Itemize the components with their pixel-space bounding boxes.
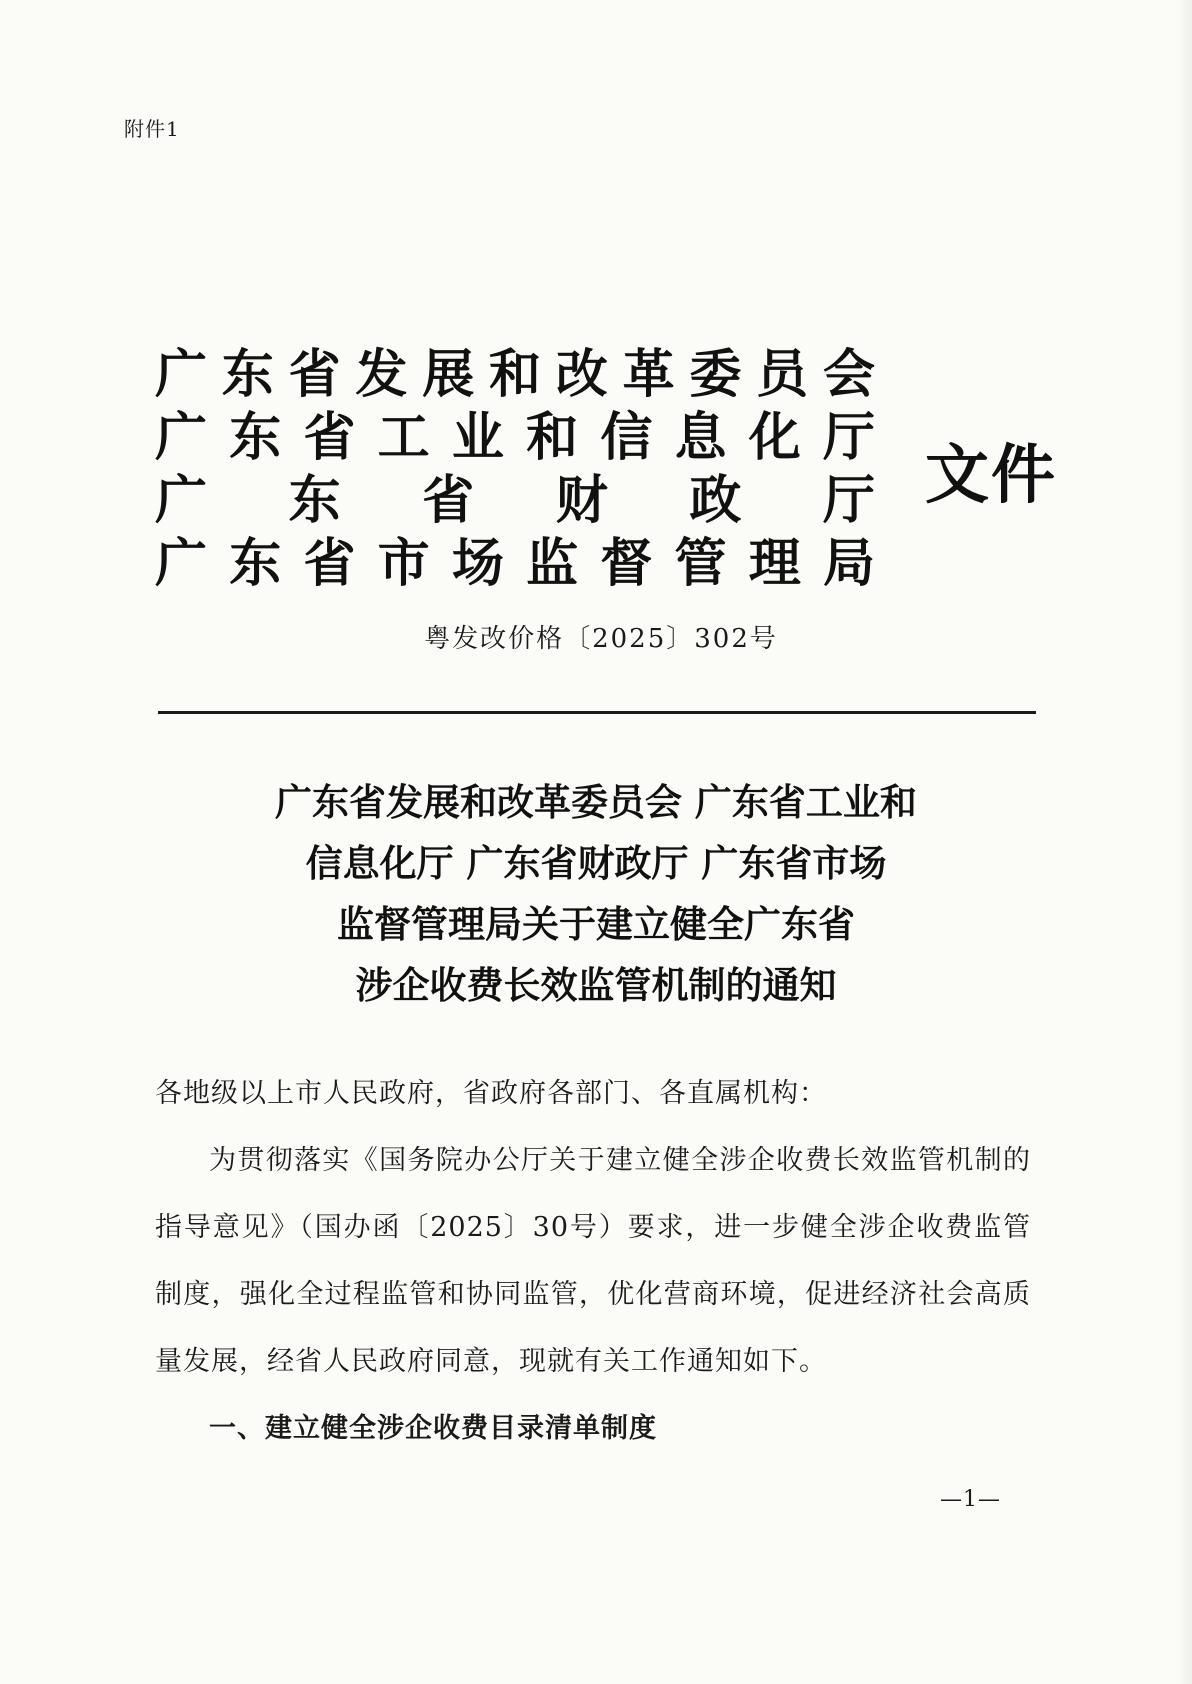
issuer-char: 市 <box>377 533 430 594</box>
issuer-char: 委 <box>689 344 742 405</box>
issuer-char: 东 <box>229 407 282 468</box>
issuer-char: 督 <box>600 533 653 594</box>
issuer-char: 化 <box>748 407 801 468</box>
title-line: 监督管理局关于建立健全广东省 <box>337 903 855 946</box>
issuer-char: 展 <box>422 344 475 405</box>
document-number: 粤发改价格〔2025〕302号 <box>424 624 778 654</box>
issuer-char: 东 <box>229 533 282 594</box>
title-line: 信息化厅 广东省财政厅 广东省市场 <box>305 842 887 885</box>
issuer-char: 员 <box>756 344 809 405</box>
issuer-char: 改 <box>555 344 608 405</box>
issuer-char: 信 <box>600 407 653 468</box>
issuer-line-3 <box>155 469 875 532</box>
issuer-char: 广 <box>155 344 208 405</box>
issuer-char: 管 <box>674 533 727 594</box>
document-body <box>155 1060 1031 1462</box>
page-number: —1— <box>940 1487 1001 1512</box>
issuer-char: 厅 <box>822 470 875 531</box>
issuer-char: 广 <box>155 407 208 468</box>
issuer-line-2 <box>155 406 875 469</box>
issuer-char: 和 <box>488 344 541 405</box>
issuer-char: 省 <box>303 533 356 594</box>
issuer-char: 东 <box>288 470 341 531</box>
issuer-char: 局 <box>822 533 875 594</box>
issuer-char: 工 <box>377 407 430 468</box>
issuer-char: 会 <box>822 344 875 405</box>
issuer-char: 理 <box>748 533 801 594</box>
issuer-block <box>155 343 875 595</box>
issuer-char: 广 <box>155 470 208 531</box>
body-paragraph: 为贯彻落实《国务院办公厅关于建立健全涉企收费长效监管机制的指导意见》（国办函〔2025〕30号）要求，进一步健全涉企收费监管制度，强化全过程监管和协同监管，优化营商环境，促进经济社会高质量发展，经省人民政府同意，现就有关工作通知如下。 <box>155 1145 1031 1377</box>
issuer-char: 省 <box>288 344 341 405</box>
issuer-line-1 <box>155 343 875 406</box>
document-title <box>0 772 1192 1016</box>
issuer-char: 监 <box>526 533 579 594</box>
issuer-char: 财 <box>555 470 608 531</box>
issuer-char: 省 <box>422 470 475 531</box>
section-heading: 一、建立健全涉企收费目录清单制度 <box>209 1413 657 1444</box>
issuer-char: 和 <box>526 407 579 468</box>
issuer-char: 政 <box>689 470 742 531</box>
issuer-char: 东 <box>221 344 274 405</box>
header-divider <box>158 711 1036 714</box>
title-line: 涉企收费长效监管机制的通知 <box>355 964 837 1007</box>
issuer-char: 革 <box>622 344 675 405</box>
attachment-label: 附件1 <box>124 117 180 141</box>
issuer-line-4 <box>155 532 875 595</box>
salutation: 各地级以上市人民政府，省政府各部门、各直属机构： <box>155 1078 827 1109</box>
issuer-char: 省 <box>303 407 356 468</box>
issuer-char: 息 <box>674 407 727 468</box>
issuer-char: 发 <box>355 344 408 405</box>
issuer-char: 业 <box>451 407 504 468</box>
title-line: 广东省发展和改革委员会 广东省工业和 <box>275 781 917 824</box>
document-word: 文件 <box>925 438 1057 513</box>
issuer-char: 厅 <box>822 407 875 468</box>
issuer-char: 场 <box>451 533 504 594</box>
issuer-char: 广 <box>155 533 208 594</box>
